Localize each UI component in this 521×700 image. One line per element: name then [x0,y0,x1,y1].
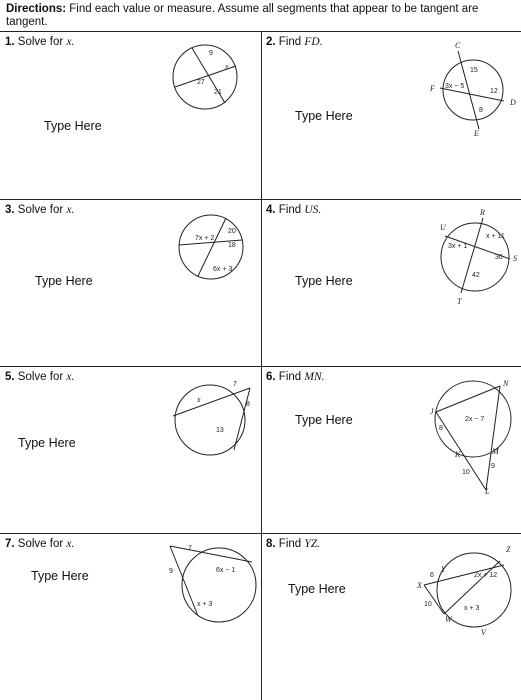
segment-label: x + 3 [197,601,213,608]
segment-label: 9 [209,50,213,57]
segment-label: 15 [470,67,478,74]
problem-8-figure [416,540,518,640]
grid-divider-row-3 [0,533,521,534]
segment-label: 21 [214,89,222,96]
problem-1-figure [170,42,240,112]
directions-text: Find each value or measure. Assume all segments that appear to be tangent are tangent. [6,3,479,28]
point-label: U [440,223,446,232]
segment-label: 42 [472,272,480,279]
point-label: V [481,628,486,637]
problem-7-answer[interactable]: Type Here [31,569,89,583]
segment-label: 20 [228,228,236,235]
segment-label: 6 [430,572,434,579]
segment-label: 12 [490,88,498,95]
segment-label: 18 [228,242,236,249]
circle-shape [175,385,245,455]
point-label: N [503,379,509,388]
secant-line [173,388,250,416]
grid-divider-row-2 [0,366,521,367]
segment-label: 9 [491,463,495,470]
problem-1-answer[interactable]: Type Here [44,119,102,133]
segment-label: 30 [495,254,503,261]
problem-3-answer[interactable]: Type Here [35,274,93,288]
point-label: Y [441,565,446,574]
problem-8-answer[interactable]: Type Here [288,582,346,596]
problem-5-title: 5. Solve for x. [5,371,75,383]
point-label: J [430,407,434,416]
chord-line [436,386,500,412]
segment-label: x + 11 [486,233,505,240]
segment-label: 3x − 5 [445,83,465,90]
secant-line [424,585,444,614]
segment-label: 27 [197,79,205,86]
point-label: Z [506,545,511,554]
circle-shape [182,548,256,622]
segment-label: 6x − 1 [216,567,236,574]
segment-label: x + 3 [464,605,480,612]
problem-2-answer[interactable]: Type Here [295,109,353,123]
problem-7-figure [164,540,264,640]
point-label: S [513,254,517,263]
directions-label: Directions: [6,3,67,15]
segment-label: 7x + 2 [195,235,215,242]
segment-label: 9 [169,568,173,575]
segment-label: 13 [216,427,224,434]
secant-line [486,386,500,490]
point-label: R [480,208,485,217]
point-label: K [455,450,461,459]
segment-label: 8 [479,107,483,114]
problem-6-figure [428,372,518,497]
point-label: E [474,129,479,138]
point-label: L [485,487,490,496]
problem-3-title: 3. Solve for x. [5,204,75,216]
problem-6-title: 6. Find MN. [266,371,325,383]
problem-4-answer[interactable]: Type Here [295,274,353,288]
point-label: M [492,447,499,456]
segment-label: 8 [246,401,250,408]
grid-divider-row-1 [0,199,521,200]
directions [0,0,521,32]
problem-2-title: 2. Find FD. [266,36,323,48]
problem-4-figure [435,205,520,310]
problem-6-answer[interactable]: Type Here [295,413,353,427]
point-label: C [455,41,461,50]
secant-line [170,546,198,616]
segment-label: 2x − 7 [465,416,485,423]
segment-label: 10 [424,601,432,608]
problem-7-title: 7. Solve for x. [5,538,75,550]
secant-line [436,412,486,490]
problem-1-title: 1. Solve for x. [5,36,75,48]
problem-4-title: 4. Find US. [266,204,322,216]
segment-label: 8 [439,425,443,432]
point-label: W [445,615,452,624]
point-label: D [510,98,516,107]
segment-label: 7 [233,381,237,388]
point-label: F [430,84,435,93]
segment-label: x [197,395,201,404]
problem-2-figure [428,38,518,138]
problem-5-figure [170,378,255,463]
segment-label: x [225,62,229,71]
problem-8-title: 8. Find YZ. [266,538,321,550]
segment-label: 3x + 1 [448,243,468,250]
segment-label: 7 [188,545,192,552]
chord-line [461,218,483,293]
point-label: T [457,297,462,306]
problem-5-answer[interactable]: Type Here [18,436,76,450]
segment-label: 10 [462,469,470,476]
segment-label: 2x + 12 [474,572,498,579]
point-label: X [417,581,422,590]
problem-3-figure [176,212,246,282]
segment-label: 6x + 3 [213,266,233,273]
